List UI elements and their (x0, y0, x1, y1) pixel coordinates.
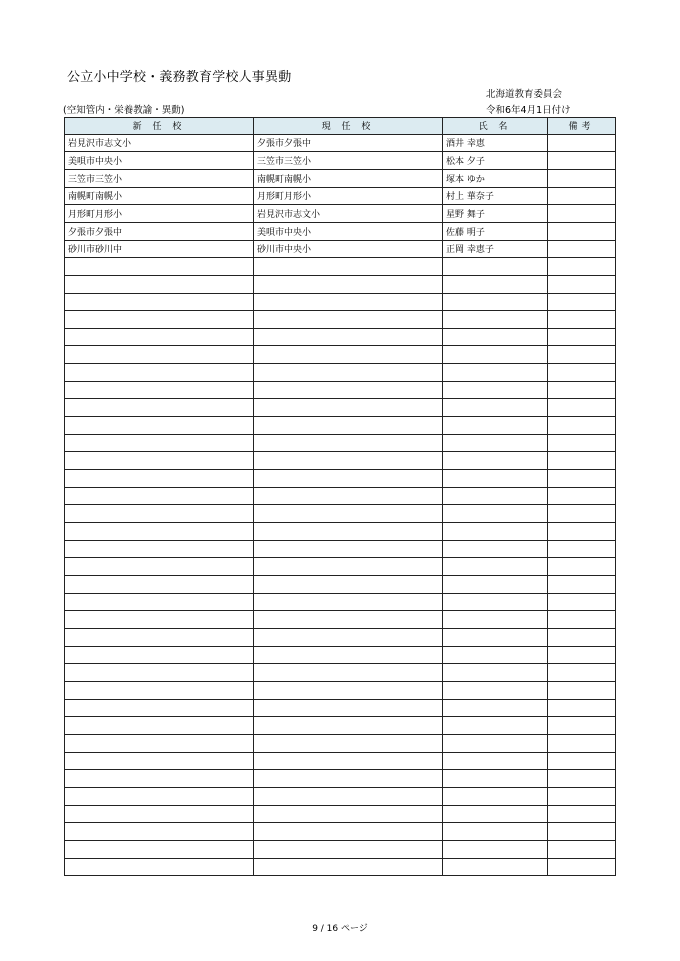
cell-new-school (65, 364, 254, 382)
cell-name (443, 681, 548, 699)
cell-current-school (254, 858, 443, 876)
cell-new-school (65, 505, 254, 523)
cell-current-school (254, 381, 443, 399)
cell-remarks (548, 169, 616, 187)
cell-remarks (548, 293, 616, 311)
cell-name (443, 628, 548, 646)
cell-name (443, 328, 548, 346)
cell-remarks (548, 311, 616, 329)
cell-name: 村上 華奈子 (443, 187, 548, 205)
cell-name (443, 434, 548, 452)
cell-name (443, 364, 548, 382)
cell-current-school (254, 505, 443, 523)
cell-name (443, 717, 548, 735)
cell-current-school (254, 717, 443, 735)
cell-current-school (254, 699, 443, 717)
cell-new-school: 月形町月形小 (65, 205, 254, 223)
table-row-empty (65, 452, 616, 470)
cell-current-school: 夕張市夕張中 (254, 134, 443, 152)
cell-name (443, 734, 548, 752)
cell-name (443, 258, 548, 276)
cell-new-school (65, 434, 254, 452)
cell-new-school (65, 381, 254, 399)
cell-remarks (548, 823, 616, 841)
cell-current-school (254, 311, 443, 329)
cell-new-school: 三笠市三笠小 (65, 169, 254, 187)
effective-date: 令和6年4月1日付け (486, 105, 571, 116)
cell-new-school (65, 717, 254, 735)
cell-current-school (254, 752, 443, 770)
cell-new-school: 岩見沢市志文小 (65, 134, 254, 152)
table-row-empty (65, 381, 616, 399)
cell-name (443, 293, 548, 311)
cell-current-school: 美唄市中央小 (254, 222, 443, 240)
table-row-empty (65, 540, 616, 558)
cell-current-school (254, 664, 443, 682)
table-body (65, 134, 616, 876)
cell-remarks (548, 240, 616, 258)
cell-name (443, 275, 548, 293)
cell-current-school: 三笠市三笠小 (254, 152, 443, 170)
table-row-empty (65, 434, 616, 452)
cell-new-school (65, 487, 254, 505)
cell-remarks (548, 222, 616, 240)
table-row-empty (65, 823, 616, 841)
cell-remarks (548, 540, 616, 558)
cell-new-school (65, 328, 254, 346)
cell-name (443, 558, 548, 576)
table-row-empty (65, 858, 616, 876)
cell-remarks (548, 205, 616, 223)
cell-new-school (65, 275, 254, 293)
table-row-empty (65, 275, 616, 293)
table-row-empty (65, 258, 616, 276)
cell-remarks (548, 628, 616, 646)
cell-remarks (548, 434, 616, 452)
cell-current-school (254, 770, 443, 788)
cell-new-school: 美唄市中央小 (65, 152, 254, 170)
cell-new-school (65, 346, 254, 364)
table-row-empty (65, 681, 616, 699)
table-row (65, 222, 616, 240)
cell-current-school (254, 576, 443, 594)
cell-name (443, 487, 548, 505)
cell-current-school (254, 540, 443, 558)
table-row (65, 240, 616, 258)
table-row-empty (65, 628, 616, 646)
table-row-empty (65, 717, 616, 735)
cell-name (443, 664, 548, 682)
table-row-empty (65, 576, 616, 594)
cell-name (443, 523, 548, 541)
cell-name (443, 593, 548, 611)
cell-remarks (548, 152, 616, 170)
page-number: 9 / 16 ページ (312, 924, 368, 934)
cell-new-school (65, 293, 254, 311)
cell-remarks (548, 593, 616, 611)
cell-current-school (254, 364, 443, 382)
cell-name (443, 381, 548, 399)
cell-current-school: 南幌町南幌小 (254, 169, 443, 187)
cell-new-school (65, 311, 254, 329)
table-row-empty (65, 558, 616, 576)
cell-current-school (254, 787, 443, 805)
cell-name (443, 470, 548, 488)
cell-current-school (254, 681, 443, 699)
cell-current-school (254, 487, 443, 505)
cell-name: 松本 夕子 (443, 152, 548, 170)
cell-name (443, 311, 548, 329)
cell-new-school (65, 540, 254, 558)
cell-current-school (254, 593, 443, 611)
cell-name: 酒井 幸恵 (443, 134, 548, 152)
table-row-empty (65, 840, 616, 858)
cell-remarks (548, 717, 616, 735)
cell-remarks (548, 134, 616, 152)
cell-new-school (65, 752, 254, 770)
cell-name (443, 540, 548, 558)
cell-new-school (65, 734, 254, 752)
cell-name (443, 452, 548, 470)
cell-current-school (254, 293, 443, 311)
cell-name (443, 611, 548, 629)
cell-name (443, 399, 548, 417)
cell-name (443, 646, 548, 664)
table-row-empty (65, 487, 616, 505)
cell-name (443, 576, 548, 594)
cell-new-school (65, 523, 254, 541)
cell-current-school: 岩見沢市志文小 (254, 205, 443, 223)
cell-current-school (254, 328, 443, 346)
personnel-table (64, 117, 616, 876)
table-row-empty (65, 328, 616, 346)
cell-current-school: 砂川市中央小 (254, 240, 443, 258)
cell-new-school (65, 823, 254, 841)
cell-remarks (548, 770, 616, 788)
cell-new-school (65, 452, 254, 470)
cell-remarks (548, 487, 616, 505)
cell-current-school (254, 646, 443, 664)
cell-new-school (65, 558, 254, 576)
cell-new-school (65, 858, 254, 876)
cell-name (443, 346, 548, 364)
table-row-empty (65, 417, 616, 435)
table-row-empty (65, 593, 616, 611)
cell-remarks (548, 523, 616, 541)
cell-remarks (548, 417, 616, 435)
table-row-empty (65, 770, 616, 788)
cell-current-school (254, 275, 443, 293)
cell-remarks (548, 611, 616, 629)
table-row-empty (65, 752, 616, 770)
cell-new-school (65, 417, 254, 435)
cell-current-school (254, 611, 443, 629)
cell-current-school (254, 470, 443, 488)
column-header-remarks: 備考 (548, 118, 616, 135)
cell-name (443, 417, 548, 435)
cell-name: 塚本 ゆか (443, 169, 548, 187)
cell-current-school: 月形町月形小 (254, 187, 443, 205)
cell-current-school (254, 399, 443, 417)
cell-new-school: 砂川市砂川中 (65, 240, 254, 258)
cell-new-school (65, 646, 254, 664)
cell-name: 星野 舞子 (443, 205, 548, 223)
table-row-empty (65, 523, 616, 541)
cell-new-school (65, 805, 254, 823)
table-row-empty (65, 364, 616, 382)
table-row (65, 152, 616, 170)
table-header-row (65, 118, 616, 135)
table-row-empty (65, 293, 616, 311)
cell-name (443, 505, 548, 523)
cell-current-school (254, 258, 443, 276)
cell-new-school (65, 576, 254, 594)
cell-new-school (65, 664, 254, 682)
cell-new-school (65, 681, 254, 699)
cell-current-school (254, 452, 443, 470)
table-row-empty (65, 611, 616, 629)
table-row-empty (65, 311, 616, 329)
table-row-empty (65, 699, 616, 717)
cell-remarks (548, 805, 616, 823)
cell-remarks (548, 858, 616, 876)
table-row-empty (65, 664, 616, 682)
table-row-empty (65, 787, 616, 805)
cell-current-school (254, 346, 443, 364)
table-row-empty (65, 805, 616, 823)
cell-remarks (548, 346, 616, 364)
table-row-empty (65, 470, 616, 488)
cell-new-school (65, 699, 254, 717)
column-header-current-school: 現 任 校 (254, 118, 443, 135)
cell-current-school (254, 734, 443, 752)
cell-current-school (254, 434, 443, 452)
table-row-empty (65, 734, 616, 752)
cell-remarks (548, 505, 616, 523)
cell-remarks (548, 452, 616, 470)
cell-remarks (548, 787, 616, 805)
cell-new-school (65, 258, 254, 276)
cell-new-school: 南幌町南幌小 (65, 187, 254, 205)
cell-remarks (548, 258, 616, 276)
cell-name (443, 770, 548, 788)
column-header-name: 氏 名 (443, 118, 548, 135)
cell-current-school (254, 823, 443, 841)
cell-name (443, 858, 548, 876)
cell-new-school (65, 399, 254, 417)
cell-current-school (254, 417, 443, 435)
table-row-empty (65, 346, 616, 364)
cell-name: 正岡 幸恵子 (443, 240, 548, 258)
cell-remarks (548, 734, 616, 752)
cell-new-school (65, 611, 254, 629)
cell-name (443, 787, 548, 805)
table-row (65, 134, 616, 152)
issuer: 北海道教育委員会 (486, 89, 563, 100)
cell-name (443, 840, 548, 858)
cell-remarks (548, 752, 616, 770)
cell-new-school (65, 840, 254, 858)
cell-remarks (548, 399, 616, 417)
cell-current-school (254, 628, 443, 646)
cell-new-school (65, 628, 254, 646)
table-row (65, 169, 616, 187)
cell-remarks (548, 187, 616, 205)
cell-remarks (548, 664, 616, 682)
table-row-empty (65, 646, 616, 664)
cell-remarks (548, 699, 616, 717)
cell-remarks (548, 646, 616, 664)
cell-remarks (548, 381, 616, 399)
cell-current-school (254, 523, 443, 541)
cell-name (443, 699, 548, 717)
subtitle: (空知管内・栄養教諭・異動) (63, 105, 185, 116)
cell-new-school (65, 593, 254, 611)
cell-new-school (65, 787, 254, 805)
cell-current-school (254, 558, 443, 576)
cell-remarks (548, 470, 616, 488)
cell-remarks (548, 328, 616, 346)
table-row (65, 205, 616, 223)
cell-remarks (548, 275, 616, 293)
cell-remarks (548, 576, 616, 594)
page-title: 公立小中学校・義務教育学校人事異動 (67, 70, 292, 85)
cell-remarks (548, 364, 616, 382)
cell-remarks (548, 681, 616, 699)
cell-new-school (65, 470, 254, 488)
table-row-empty (65, 399, 616, 417)
table-row-empty (65, 505, 616, 523)
cell-name (443, 823, 548, 841)
cell-new-school: 夕張市夕張中 (65, 222, 254, 240)
table-row (65, 187, 616, 205)
cell-current-school (254, 840, 443, 858)
cell-current-school (254, 805, 443, 823)
cell-remarks (548, 840, 616, 858)
cell-new-school (65, 770, 254, 788)
cell-remarks (548, 558, 616, 576)
cell-name (443, 752, 548, 770)
column-header-new-school: 新 任 校 (65, 118, 254, 135)
cell-name: 佐藤 明子 (443, 222, 548, 240)
cell-name (443, 805, 548, 823)
